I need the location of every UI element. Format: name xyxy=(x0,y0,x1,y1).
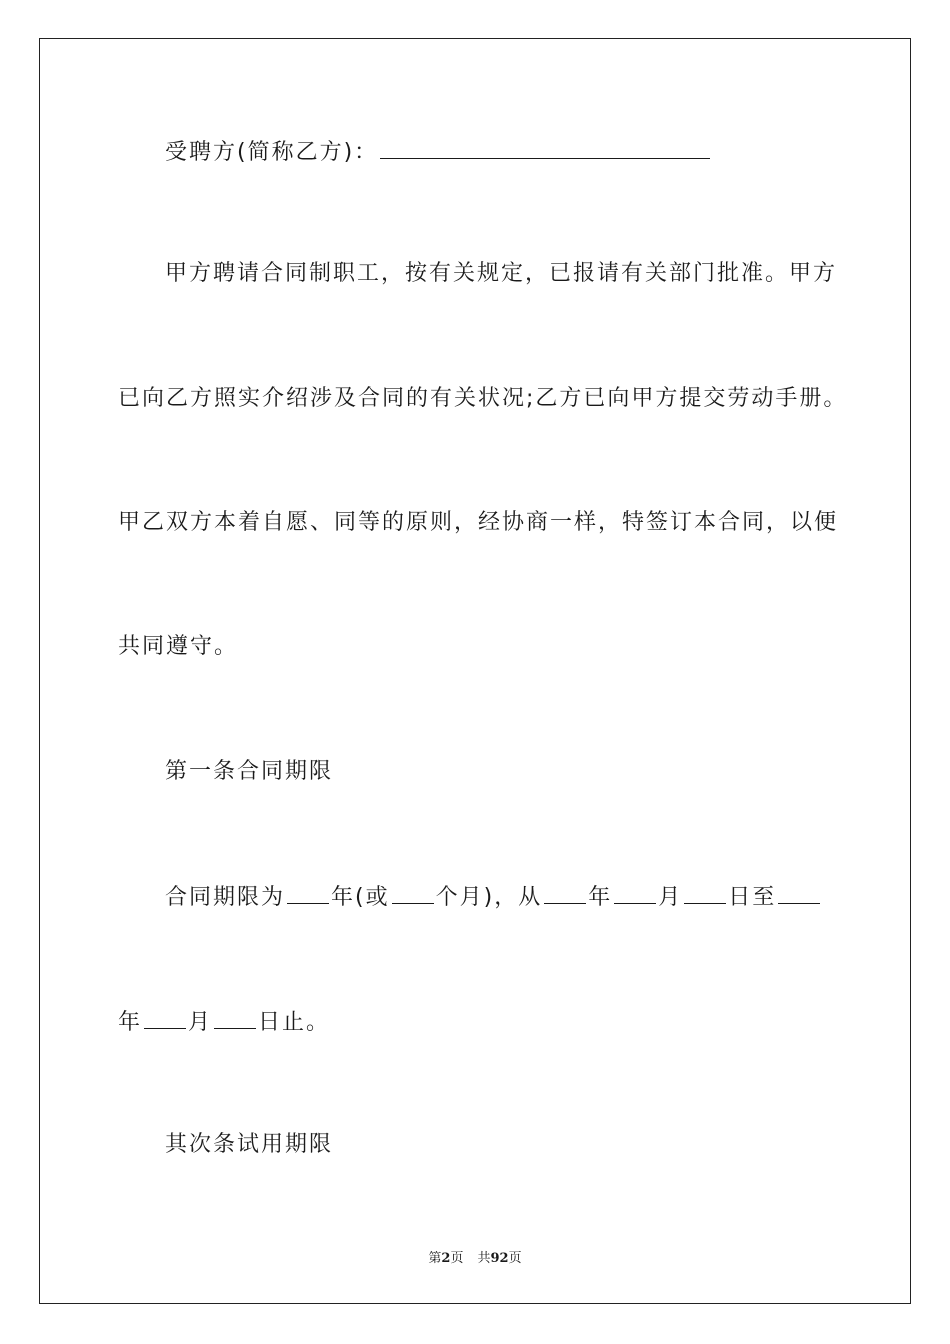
end-year-blank xyxy=(778,881,820,904)
footer-page-unit: 页 xyxy=(450,1251,464,1266)
paragraph1-line4: 共同遵守。 xyxy=(118,634,239,659)
years-blank xyxy=(287,881,329,904)
footer-total-prefix: 共 xyxy=(477,1251,491,1266)
end-month-blank xyxy=(144,1006,186,1029)
page-footer xyxy=(0,1247,950,1266)
end-day-label: 日止。 xyxy=(258,1010,331,1035)
start-day-blank xyxy=(684,881,726,904)
article2-heading: 其次条试用期限 xyxy=(165,1132,334,1157)
end-month-label: 月 xyxy=(188,1010,213,1035)
end-year-label: 年 xyxy=(118,1010,143,1035)
start-year-blank xyxy=(544,881,586,904)
page-frame xyxy=(39,38,911,1304)
paragraph1-line3: 甲乙双方本着自愿、同等的原则，经协商一样，特签订本合同，以便 xyxy=(118,510,839,535)
article1-body-line2 xyxy=(118,1006,330,1038)
year-label: 年 xyxy=(588,885,613,910)
party-b-line xyxy=(165,136,712,168)
day-to-label: 日至 xyxy=(728,885,777,910)
footer-total-unit: 页 xyxy=(508,1251,522,1266)
paragraph1-line1: 甲方聘请合同制职工，按有关规定，已报请有关部门批准。甲方 xyxy=(165,261,838,286)
term-label: 合同期限为 xyxy=(165,885,286,910)
start-month-blank xyxy=(614,881,656,904)
months-from-label: 个月)，从 xyxy=(435,885,543,910)
paragraph1-line2: 已向乙方照实介绍涉及合同的有关状况;乙方已向甲方提交劳动手册。 xyxy=(118,386,848,411)
party-b-blank xyxy=(380,136,710,159)
footer-page-number: 2 xyxy=(441,1251,451,1266)
month-label: 月 xyxy=(658,885,683,910)
article1-heading: 第一条合同期限 xyxy=(165,759,334,784)
end-day-blank xyxy=(214,1006,256,1029)
party-b-label: 受聘方(简称乙方)： xyxy=(165,140,379,165)
footer-prefix: 第 xyxy=(428,1251,442,1266)
year-or-label: 年(或 xyxy=(331,885,390,910)
months-blank xyxy=(392,881,434,904)
footer-total-pages: 92 xyxy=(490,1251,509,1266)
article1-body-line1 xyxy=(165,881,822,913)
